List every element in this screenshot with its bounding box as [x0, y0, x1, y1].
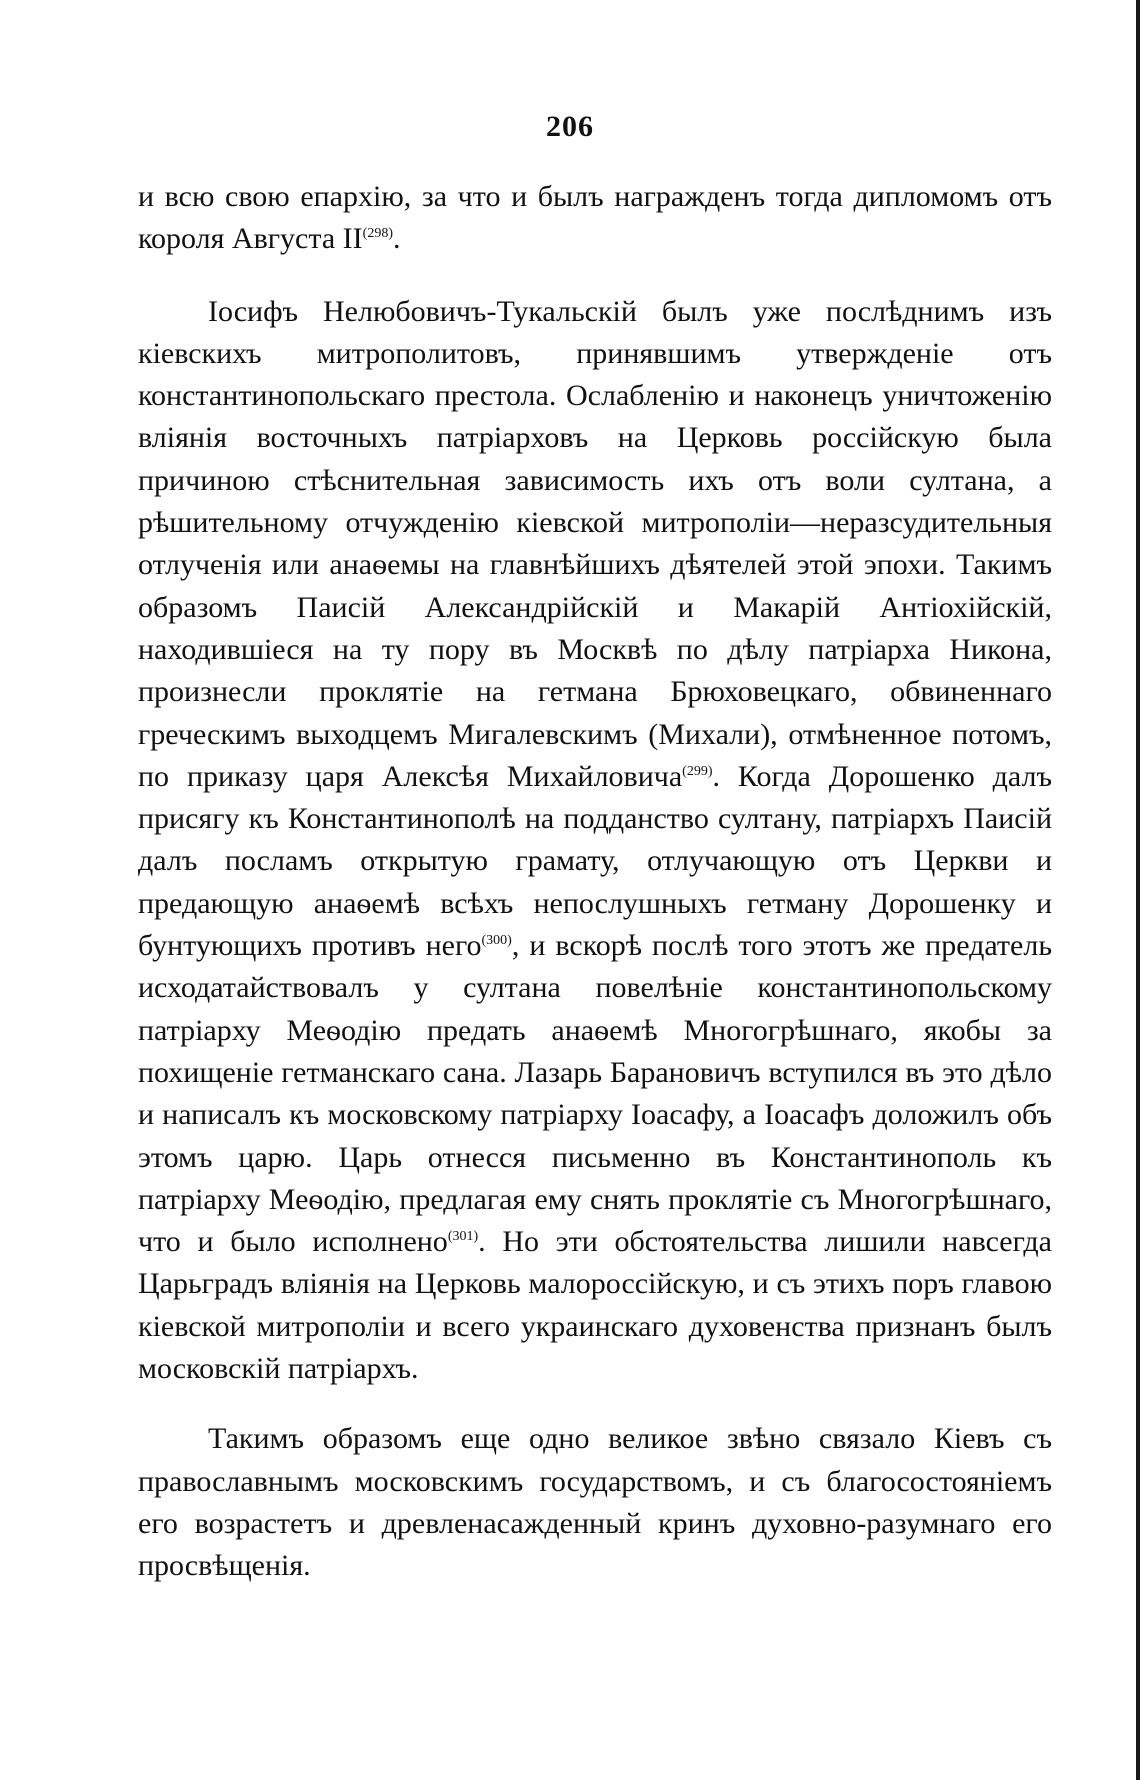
page-number: 206	[546, 110, 594, 143]
paragraph-2-part-3: , и вскорѣ послѣ того этотъ же предатель исходатайствовалъ у султана повелѣнiе константинопольскому патрiарху Меѳодiю предать анаѳемѣ Многогрѣшнаго, якобы за похищенiе гетманскаго сана. Лазарь Барановичъ вступился въ это дѣло и написалъ къ московскому патрiарху Iоасафу, а Iоасафъ доложилъ объ этомъ царю. Царь отнесся письменно въ Константинополь къ патрiарху Меѳодiю, предлагая ему снять проклятiе съ Многогрѣшнаго, что и было исполнено	[138, 929, 1053, 1259]
paragraph-1	[138, 176, 1052, 261]
footnote-ref-300: (300)	[481, 933, 512, 949]
paragraph-2	[138, 291, 1052, 1391]
page-edge-shadow	[1136, 0, 1140, 1780]
footnote-ref-298: (298)	[362, 226, 393, 242]
footnote-ref-299: (299)	[682, 763, 713, 779]
paragraph-2-part-4: . Но эти обстоятельства лишили навсегда Царьградъ влiянiя на Церковь малороссiйскую, и съ этихъ поръ главою кiевской митрополiи и всего украинскаго духовенства признанъ былъ московскiй патрiархъ.	[138, 1225, 1052, 1386]
body-text	[138, 176, 1052, 1588]
footnote-ref-301: (301)	[447, 1229, 479, 1245]
paragraph-1-text: и всю свою епархiю, за что и былъ награжденъ тогда дипломомъ отъ короля Августа II	[138, 180, 1052, 256]
paragraph-3-text: Такимъ образомъ еще одно великое звѣно связало Кiевъ съ православнымъ московскимъ государствомъ, и съ благосостоянiемъ его возрастетъ и древленасажденный кринъ духовно-разумнаго его просвѣщенiя.	[138, 1422, 1052, 1583]
paragraph-1-end: .	[392, 222, 401, 256]
paragraph-2-part-2: . Когда Дорошенко далъ присягу къ Константинополѣ на подданство султану, патрiархъ Паисiй далъ посламъ открытую грамату, отлучающую отъ Церкви и предающую анаѳемѣ всѣхъ непослушныхъ гетману Дорошенку и бунтующихъ противъ него	[138, 759, 1052, 963]
paragraph-2-part-1: Iосифъ Нелюбовичъ-Тукальскiй былъ уже послѣднимъ изъ кiевскихъ митрополитовъ, принявшимъ утвержденiе отъ константинопольскаго престола. Ослабленiю и наконецъ уничтоженiю влiянiя восточныхъ патрiарховъ на Церковь россiйскую была причиною стѣснительная зависимость ихъ отъ воли султана, а рѣшительному отчужденiю кiевской митрополiи—неразсудительныя отлученiя или анаѳемы на главнѣйшихъ дѣятелей этой эпохи. Такимъ образомъ Паисiй Александрiйскiй и Макарiй Антiохiйскiй, находившiеся на ту пору въ Москвѣ по дѣлу патрiарха Никона, произнесли проклятiе на гетмана Брюховецкаго, обвиненнаго греческимъ выходцемъ Мигалевскимъ (Михали), отмѣненное потомъ, по приказу царя Алексѣя Михайловича	[138, 294, 1052, 793]
paragraph-3	[138, 1418, 1052, 1587]
